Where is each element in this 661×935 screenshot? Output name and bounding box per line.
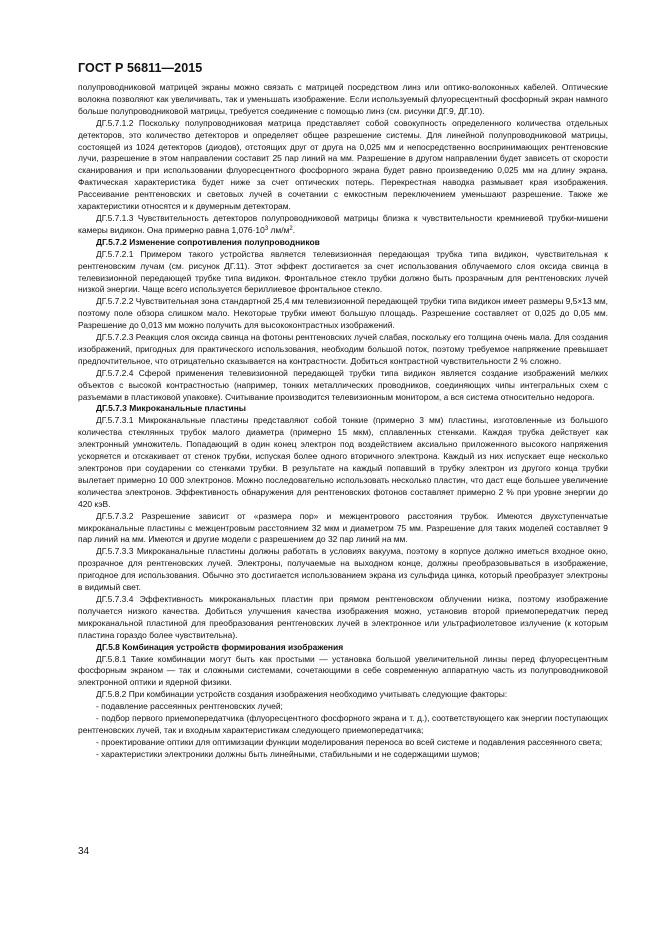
paragraph: ДГ.5.7.2.2 Чувствительная зона стандартной 25,4 мм телевизионной передающей трубки типа видикон имеет размеры 9,5×13 мм, поэтому поле обзора слишком мало. Некоторые трубки имеют большую площадь. Разрешение составляет от 0,025 до 0,05 мм. Разрешение до 0,013 мм можно получить для высококонтрастных изображений. xyxy=(78,296,608,331)
paragraph: ДГ.5.7.2.4 Сферой применения телевизионной передающей трубки типа видикон является создание изображений мелких объектов с высокой контрастностью (например, тонких металлических проводников, соединяющих чипы интегральных схем с разъемами в пластиковой упаковке). Считывание производится телевизионным монитором, а вся система относительно недорога. xyxy=(78,367,608,402)
paragraph: ДГ.5.7.1.2 Поскольку полупроводниковая матрица представляет собой совокупность определенного количества отдельных детекторов, это количество детекторов и определяет общее разрешение системы. Для линейной полупроводниковой матрицы, состоящей из 1024 детекторов (диодов), отстоящих друг от друга на 0,025 мм и непосредственно воспринимающих рентгеновские лучи, разрешение в этом направлении составит 25 пар линий на мм. Разрешение в другом направлении будет зависеть от скорости сканирования и при использовании флуоресцентного фосфорного экрана будет равно произведению 0,025 мм на длину экрана. Фактическая характеристика будет ниже за счет оптических потерь. Перекрестная наводка размывает края изображения. Рассеивание рентгеновских и световых лучей в сочетании с емкостным переключением уменьшают разрешение. Также же характеристики относятся и к двумерным детекторам. xyxy=(78,117,608,212)
paragraph: ДГ.5.7.3.2 Разрешение зависит от «размера пор» и межцентрового расстояния трубок. Имеются двухступенчатые микроканальные пластины с межцентровым расстоянием 32 мкм и диаметром 75 мм. Разрешение для таких моделей составляет 9 пар линий на мм. Имеются и другие модели с разрешением до 32 пар линий на мм. xyxy=(78,510,608,545)
paragraph-text: ДГ.5.7.1.3 Чувствительность детекторов полупроводниковой матрицы близка к чувствительности кремниевой трубки-мишени камеры видикон. Она примерно равна 1,076·10 xyxy=(78,212,608,235)
section-heading: ДГ.5.8 Комбинация устройств формирования изображения xyxy=(96,641,344,652)
paragraph: ДГ.5.7.3.4 Эффективность микроканальных пластин при прямом рентгеновском облучении низка, поэтому изображение получается низкого качества. Добиться улучшения качества изображения можно, установив второй приемопередатчик перед микроканальной пластиной для преобразования рентгеновских лучей в электронное или ультрафиолетовое излучение (к которым пластина гораздо более чувствительна). xyxy=(78,593,608,640)
list-item: - проектирование оптики для оптимизации функции моделирования переноса во всей системе и подавления рассеянного света; xyxy=(96,736,603,747)
paragraph: ДГ.5.7.3.1 Микроканальные пластины представляют собой тонкие (примерно 3 мм) пластины, изготовленные из большого количества стеклянных трубок малого диаметра (примерно 15 мкм), сплавленных стенками. Каждая трубка действует как электронный умножитель. Попадающий в один конец электрон под воздействием аксиально приложенного высокого напряжения ускоряется и отскакивает от стенок трубки, испуская более одного вторичного электрона. Каждый из них испускает еще несколько электронов при соударении со стенками трубки. В результате на каждый попавший в трубку электрон из другого конца трубки вылетает примерно 10 000 электронов. Можно последовательно использовать несколько пластин, что даст еще большее увеличение количества электронов. Эффективность обнаружения для рентгеновских фотонов составляет примерно 2 % при уровне энергии до 420 кэВ. xyxy=(78,415,608,509)
document-header: ГОСТ Р 56811—2015 xyxy=(78,61,203,75)
unit-exponent: 2 xyxy=(289,225,293,232)
paragraph: ДГ.5.7.2.3 Реакция слоя оксида свинца на фотоны рентгеновских лучей слабая, поскольку его толщина очень мала. Для создания изображений, пригодных для практического использования, необходим большой поток, поэтому требуемое напряжение превышает предпочтительное, что отрицательно сказывается на контрастности. Добиться контрастной чувствительности 2 % сложно. xyxy=(78,332,608,366)
page-number: 34 xyxy=(78,846,90,857)
exponent: 3 xyxy=(264,225,269,232)
list-item: - подавление рассеянных рентгеновских лучей; xyxy=(96,701,283,712)
section-heading: ДГ.5.7.3 Микроканальные пластины xyxy=(96,403,246,414)
paragraph xyxy=(78,213,608,237)
paragraph: ДГ.5.8.1 Такие комбинации могут быть как простыми — установка большой увеличительной линзы перед флуоресцентным фосфорным экраном — так и сложными системами, сочетающими в себе современную аппаратную часть из полупроводниковой электронной оптики и ядерной физики. xyxy=(78,653,608,688)
paragraph: ДГ.5.8.2 При комбинации устройств создания изображения необходимо учитывать следующие факторы: xyxy=(96,689,508,700)
paragraph: полупроводниковой матрицей экраны можно связать с матрицей посредством линз или оптико-волоконных кабелей. Оптические волокна позволяют как увеличивать, так и уменьшать изображение. Если используемый флуоресцентный фосфорный экран намного больше полупроводниковой матрицы, требуется соединение с помощью линз (см. рисунки ДГ.9, ДГ.10). xyxy=(78,82,608,116)
list-item: - подбор первого приемопередатчика (флуоресцентного фосфорного экрана и т. д.), соответствующего как энергии поступающих рентгеновских лучей, так и входным характеристикам следующего приемопередатчика; xyxy=(78,713,608,735)
paragraph: ДГ.5.7.3.3 Микроканальные пластины должны работать в условиях вакуума, поэтому в корпусе должно иметься входное окно, прозрачное для рентгеновских лучей. Электроны, получаемые на выходном конце, должны преобразовываться в изображение, пригодное для использования. Обычно это достигается использованием экрана из сульфида цинка, который преобразует электроны в видимый свет. xyxy=(78,546,608,593)
unit: лм/м xyxy=(268,224,290,235)
list-item: - характеристики электроники должны быть линейными, стабильными и не содержащими шумов; xyxy=(96,748,480,759)
section-heading: ДГ.5.7.2 Изменение сопротивления полупроводников xyxy=(96,236,320,247)
paragraph: ДГ.5.7.2.1 Примером такого устройства является телевизионная передающая трубка типа видикон, чувствительная к рентгеновским лучам (см. рисунок ДГ.11). Этот эффект достигается за счет использования облучаемого слоя оксида свинца в телевизионной передающей трубке типа видикон. Фронтальное стекло трубки должно быть прозрачным для рентгеновских лучей низкой энергии. Чаще всего используется бериллиевое фронтальное стекло. xyxy=(78,248,608,295)
document-body xyxy=(78,82,608,761)
paragraph-end: . xyxy=(292,224,296,235)
